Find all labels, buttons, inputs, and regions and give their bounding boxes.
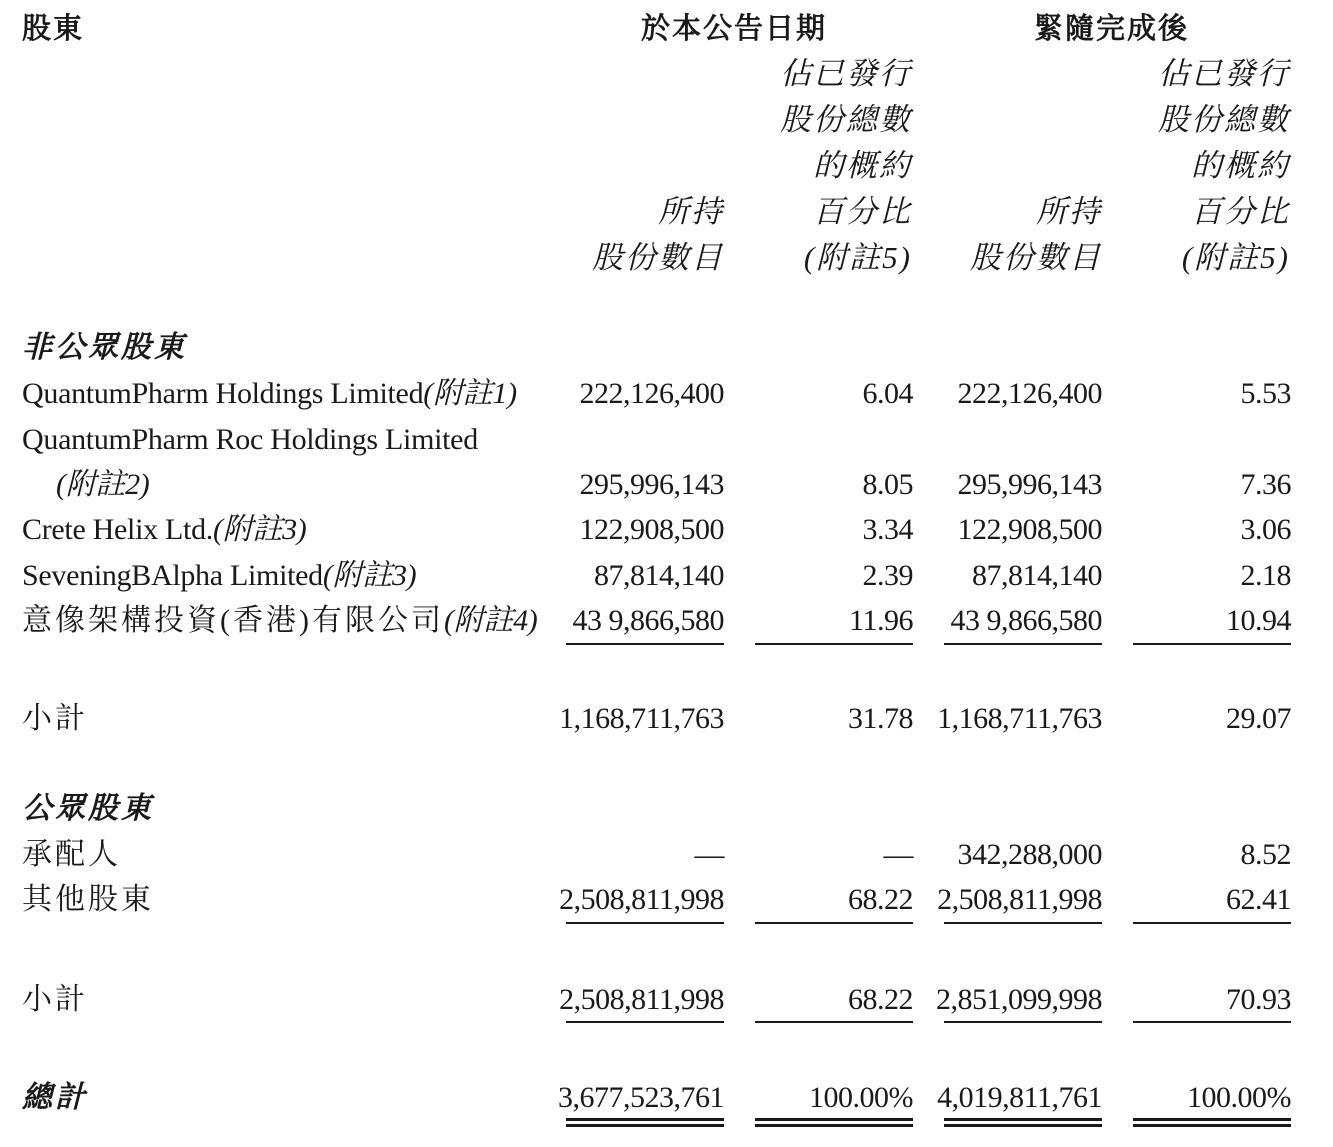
header-shareholder: 股東 [22, 11, 85, 45]
shares-after-cell: 122,908,500 [957, 513, 1102, 546]
section-public-title: 公眾股東 [22, 792, 154, 825]
subtotal-pct-now: 68.22 [848, 983, 913, 1016]
row-name: QuantumPharm Holdings Limited(附註1) [22, 377, 517, 410]
col-pct-after-line1: 佔已發行 [1158, 56, 1290, 91]
subtotal-shares-after: 1,168,711,763 [937, 702, 1102, 735]
pct-after-cell: 5.53 [1240, 377, 1291, 410]
col-pct-after-line3: 的概約 [1191, 148, 1290, 183]
rule [944, 922, 1102, 924]
section-non-public-title: 非公眾股東 [22, 331, 187, 364]
subtotal-pct-after: 29.07 [1226, 702, 1291, 735]
shares-after-cell: 87,814,140 [972, 559, 1102, 592]
pct-now-cell: 6.04 [862, 377, 913, 410]
rule [755, 922, 913, 924]
shares-after-cell: 43 9,866,580 [950, 604, 1102, 637]
total-pct-now: 100.00% [809, 1081, 913, 1114]
rule [755, 643, 913, 645]
subtotal-pct-after: 70.93 [1226, 983, 1291, 1016]
shares-after-cell: 2,508,811,998 [937, 883, 1102, 916]
subtotal-label: 小計 [22, 983, 88, 1016]
col-pct-after-line5: (附註5) [1181, 240, 1290, 275]
col-shares-after-line2: 股份數目 [970, 240, 1102, 275]
row-name: SeveningBAlpha Limited(附註3) [22, 559, 417, 592]
col-shares-now-line1: 所持 [658, 194, 724, 229]
pct-after-cell: 62.41 [1226, 883, 1291, 916]
rule [566, 643, 724, 645]
rule [1133, 922, 1291, 924]
col-pct-after-line4: 百分比 [1191, 194, 1290, 229]
row-note: (附註2) [56, 468, 150, 501]
rule [566, 1021, 724, 1023]
shares-now-cell: 87,814,140 [594, 559, 724, 592]
rule [944, 1021, 1102, 1023]
col-shares-now-line2: 股份數目 [592, 240, 724, 275]
subtotal-pct-now: 31.78 [848, 702, 913, 735]
shares-after-cell: 342,288,000 [957, 838, 1102, 871]
pct-after-cell: 8.52 [1240, 838, 1291, 871]
row-name: 其他股東 [22, 883, 154, 916]
pct-now-cell: 11.96 [849, 604, 913, 637]
rule [1133, 643, 1291, 645]
row-name: 意像架構投資(香港)有限公司(附註4) [22, 604, 538, 637]
rule [944, 643, 1102, 645]
col-pct-now-line2: 股份總數 [780, 102, 912, 137]
header-after-completion: 緊隨完成後 [1034, 11, 1190, 45]
subtotal-shares-after: 2,851,099,998 [936, 983, 1102, 1016]
row-name: Crete Helix Ltd.(附註3) [22, 513, 307, 546]
double-rule [755, 1118, 913, 1127]
col-pct-now-line4: 百分比 [813, 194, 912, 229]
subtotal-shares-now: 2,508,811,998 [559, 983, 724, 1016]
pct-now-cell: 3.34 [862, 513, 913, 546]
pct-now-cell: 68.22 [848, 883, 913, 916]
double-rule [566, 1118, 724, 1127]
shares-now-cell: 295,996,143 [579, 468, 724, 501]
double-rule [1133, 1118, 1291, 1127]
shares-now-cell: 2,508,811,998 [559, 883, 724, 916]
shares-now-cell: 222,126,400 [579, 377, 724, 410]
row-name: 承配人 [22, 838, 121, 871]
subtotal-shares-now: 1,168,711,763 [559, 702, 724, 735]
subtotal-label: 小計 [22, 702, 88, 735]
pct-after-cell: 10.94 [1226, 604, 1291, 637]
shares-now-cell: 43 9,866,580 [572, 604, 724, 637]
shares-now-cell: — [694, 838, 724, 871]
col-pct-after-line2: 股份總數 [1158, 102, 1290, 137]
shares-after-cell: 295,996,143 [957, 468, 1102, 501]
col-pct-now-line1: 佔已發行 [780, 56, 912, 91]
header-as-at-date: 於本公告日期 [641, 11, 828, 45]
total-shares-now: 3,677,523,761 [558, 1081, 724, 1114]
pct-after-cell: 2.18 [1240, 559, 1291, 592]
rule [755, 1021, 913, 1023]
total-label: 總計 [22, 1081, 88, 1114]
row-name: QuantumPharm Roc Holdings Limited [22, 423, 478, 456]
pct-now-cell: 2.39 [862, 559, 913, 592]
col-pct-now-line5: (附註5) [803, 240, 912, 275]
rule [566, 922, 724, 924]
rule [1133, 1021, 1291, 1023]
double-rule [944, 1118, 1102, 1127]
shares-now-cell: 122,908,500 [579, 513, 724, 546]
col-shares-after-line1: 所持 [1036, 194, 1102, 229]
total-shares-after: 4,019,811,761 [937, 1081, 1102, 1114]
pct-now-cell: — [883, 838, 913, 871]
pct-after-cell: 7.36 [1240, 468, 1291, 501]
shares-after-cell: 222,126,400 [957, 377, 1102, 410]
pct-after-cell: 3.06 [1240, 513, 1291, 546]
pct-now-cell: 8.05 [862, 468, 913, 501]
col-pct-now-line3: 的概約 [813, 148, 912, 183]
total-pct-after: 100.00% [1187, 1081, 1291, 1114]
